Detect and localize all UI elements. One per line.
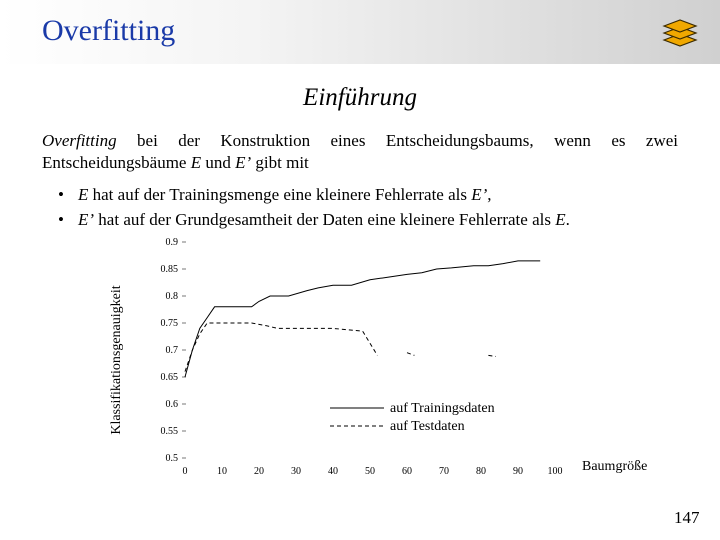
- y-tick-label: 0.5: [165, 453, 178, 464]
- intro-e: E: [190, 153, 202, 172]
- x-tick-label: 100: [547, 466, 563, 477]
- y-tick-label: 0.85: [160, 264, 178, 275]
- bullet-tree-name-2: E’: [471, 185, 488, 204]
- y-tick-label: 0.75: [160, 318, 178, 329]
- x-tick-label: 70: [439, 466, 449, 477]
- chart-background: [150, 240, 580, 480]
- x-tick-label: 80: [476, 466, 486, 477]
- y-tick-label: 0.65: [160, 372, 178, 383]
- x-tick-label: 90: [513, 466, 523, 477]
- intro-e-prime: E’: [235, 153, 252, 172]
- y-tick-label: 0.8: [165, 291, 178, 302]
- slide-header: [0, 0, 720, 64]
- bullet-marker: •: [58, 210, 64, 229]
- x-tick-label: 50: [365, 466, 375, 477]
- intro-tail: gibt mit: [251, 153, 309, 172]
- x-tick-label: 10: [217, 466, 227, 477]
- intro-term: Overfitting: [42, 131, 117, 150]
- stacked-layers-icon: [660, 14, 700, 54]
- x-tick-label: 60: [402, 466, 412, 477]
- bullet-text: hat auf der Trainingsmenge eine kleinere Fehlerrate als: [88, 185, 472, 204]
- y-tick-label: 0.9: [165, 237, 178, 248]
- bullet-list: [58, 182, 570, 232]
- x-tick-label: 30: [291, 466, 301, 477]
- slide-subtitle: Einführung: [303, 84, 417, 111]
- x-tick-label: 0: [182, 466, 188, 477]
- y-tick-label: 0.6: [165, 399, 178, 410]
- bullet-end: .: [565, 210, 570, 229]
- intro-text: bei der Konstruktion eines Entscheidungsbaums, wenn es zwei Entscheidungsbäume: [42, 131, 678, 172]
- y-tick-label: 0.7: [165, 345, 178, 356]
- bullet-tree-name-2: E: [555, 210, 566, 229]
- bullet-item: [58, 182, 570, 207]
- legend-label-test: auf Testdaten: [390, 419, 465, 434]
- slide-title: Overfitting: [42, 14, 176, 47]
- bullet-end: ,: [487, 185, 492, 204]
- intro-und: und: [201, 153, 236, 172]
- bullet-tree-name: E’: [78, 210, 95, 229]
- bullet-item: [58, 207, 570, 232]
- page-number: 147: [674, 508, 700, 527]
- y-tick-label: 0.55: [160, 426, 178, 437]
- x-tick-label: 40: [328, 466, 338, 477]
- accuracy-chart: [100, 230, 720, 480]
- x-axis-label: Baumgröße: [582, 459, 648, 474]
- bullet-text: hat auf der Grundgesamtheit der Daten eine kleinere Fehlerrate als: [94, 210, 556, 229]
- bullet-tree-name: E: [78, 185, 89, 204]
- intro-paragraph: [42, 130, 678, 174]
- legend-label-training: auf Trainingsdaten: [390, 401, 495, 416]
- y-axis-label: Klassifikationsgenauigkeit: [109, 285, 124, 435]
- bullet-marker: •: [58, 185, 64, 204]
- x-tick-label: 20: [254, 466, 264, 477]
